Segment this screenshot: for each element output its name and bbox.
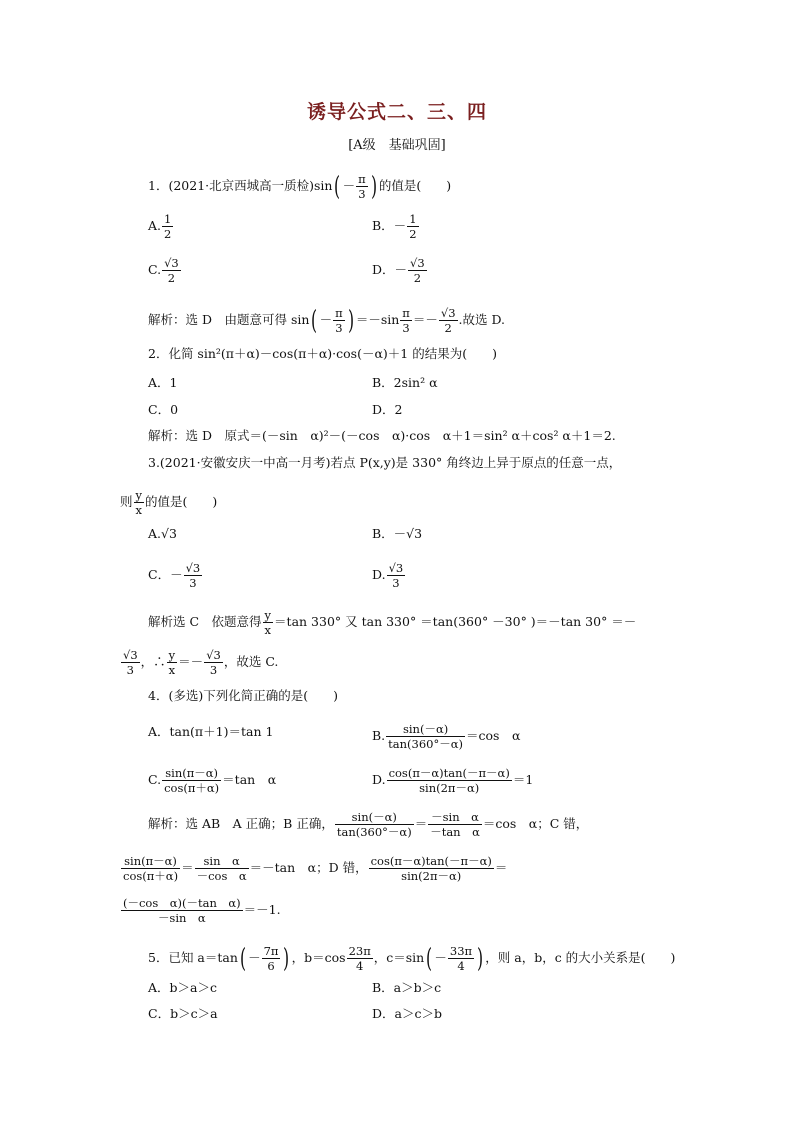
- q3-solution: 解析选 C 依题意得 $\frac{y}{x}$ ＝tan 330° 又 tan 330° ＝tan(360° －30° )＝－tan 30° ＝－: [148, 608, 637, 637]
- q4-option-a: A．tan(π＋1)＝tan 1: [148, 724, 274, 739]
- section-level: [A级 基础巩固]: [348, 138, 446, 153]
- q5-option-b: B．a＞b＞c: [372, 980, 442, 995]
- q3-option-c: C．－ $\frac{√3}{3}$: [148, 561, 201, 590]
- q1-option-a: A. $\frac{1}{2}$: [148, 212, 172, 241]
- q4-solution-cont: $\frac{\sin(\pi-\alpha)}{\cos(\pi+\alpha)}$ ＝ $\frac{\text{sin α}}{\text{－cos α}}$ ＝－tan α；D 错， $\frac{\cos(\pi-\alpha)\tan(-\pi-\alpha)}{\sin(2\pi-\alpha)}$ ＝: [123, 854, 508, 883]
- q5-option-c: C．b＞c＞a: [148, 1006, 218, 1021]
- q5-option-a: A．b＞a＞c: [148, 980, 217, 995]
- q1-option-d: D．－ $\frac{√3}{2}$: [372, 256, 425, 285]
- q3-solution-cont: $\frac{√3}{3}$ ，∴ $\frac{y}{x}$ ＝－ $\frac{√3}{3}$ ，故选 C.: [123, 648, 279, 677]
- q2-solution: 解析：选 D 原式＝(－sin α)²－(－cos α)·cos α＋1＝sin² α＋cos² α＋1＝2.: [148, 428, 616, 443]
- question-4-stem: 4．(多选)下列化简正确的是( ): [148, 688, 338, 703]
- question-2-stem: 2．化简 sin²(π＋α)－cos(π＋α)·cos(－α)＋1 的结果为( ): [148, 346, 497, 361]
- q2-option-b: B．2sin² α: [372, 375, 438, 390]
- page-title: 诱导公式二、三、四: [306, 101, 487, 123]
- q4-solution-end: $\frac{\text{(－cos α)(－tan α)}}{\text{－sin α}}$ ＝－1.: [123, 896, 281, 925]
- question-3-stem-cont: 则 $\frac{y}{x}$ 的值是( ): [120, 488, 218, 517]
- q2-option-c: C．0: [148, 402, 179, 417]
- question-1-stem: 1．(2021·北京西城高一质检)sin( － $\frac{\pi}{3}$ ) 的值是( ): [148, 171, 452, 202]
- question-3-stem: 3.(2021·安徽安庆一中高一月考)若点 P(x,y)是 330° 角终边上异于原点的任意一点，: [148, 455, 622, 470]
- q2-option-a: A．1: [148, 375, 178, 390]
- q1-option-b: B．－ $\frac{1}{2}$: [372, 212, 417, 241]
- q4-option-c: C. $\frac{\sin(\pi-\alpha)}{\cos(\pi+\alpha)}$ ＝tan α: [148, 766, 277, 795]
- q4-solution: 解析：选 AB A 正确；B 正确， $\frac{\sin(-\alpha)}{\tan(360^\circ-\alpha)}$ ＝ $\frac{\text{－sin α}}{\text{－tan α}}$ ＝cos α；C 错，: [148, 810, 589, 839]
- question-5-stem: 5．已知 a＝tan( － $\frac{7\pi}{6}$ ) ，b＝cos $\frac{23\pi}{4}$ ，c＝sin( － $\frac{33\pi}{4}$ ) ，则 a，b，c 的大小关系是( ): [148, 943, 676, 974]
- q2-option-d: D．2: [372, 402, 403, 417]
- q3-option-a: A.√3: [148, 526, 177, 541]
- q1-option-c: C. $\frac{√3}{2}$: [148, 256, 179, 285]
- q1-solution: 解析：选 D 由题意可得 sin( － $\frac{\pi}{3}$ ) ＝－sin $\frac{\pi}{3}$ ＝－ $\frac{√3}{2}$ .故选 D.: [148, 305, 506, 336]
- q5-option-d: D．a＞c＞b: [372, 1006, 442, 1021]
- q4-option-b: B. $\frac{\sin(-\alpha)}{\tan(360^\circ-\alpha)}$ ＝cos α: [372, 722, 521, 751]
- q3-option-b: B．－√3: [372, 526, 423, 541]
- q4-option-d: D. $\frac{\cos(\pi-\alpha)\tan(-\pi-\alpha)}{\sin(2\pi-\alpha)}$ ＝1: [372, 766, 534, 795]
- q3-option-d: D. $\frac{√3}{3}$: [372, 561, 404, 590]
